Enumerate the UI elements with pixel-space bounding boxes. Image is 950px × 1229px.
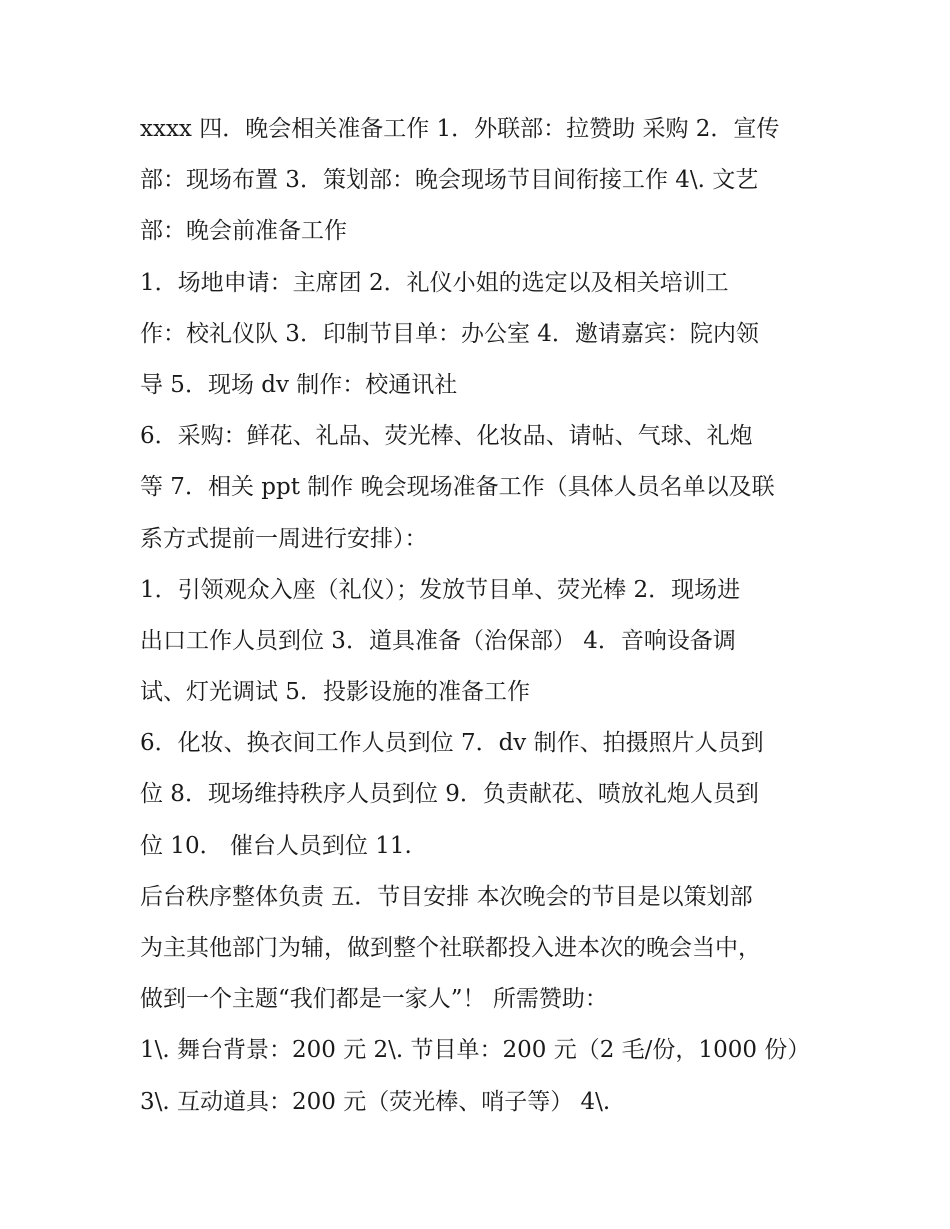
text-line: 等 7．相关 ppt 制作 晚会现场准备工作（具体人员名单以及联 (140, 474, 775, 501)
text-line: 导 5．现场 dv 制作：校通讯社 (140, 371, 458, 398)
text-line: 6．采购：鲜花、礼品、荧光棒、化妆品、请帖、气球、礼炮 (140, 423, 753, 450)
text-line: 6．化妆、换衣间工作人员到位 7．dv 制作、拍摄照片人员到 (140, 730, 764, 757)
text-line: 出口工作人员到位 3．道具准备（治保部） 4．音响设备调 (140, 627, 736, 654)
text-line: 后台秩序整体负责 五．节目安排 本次晚会的节目是以策划部 (140, 883, 753, 910)
text-line: 位 10． 催台人员到位 11. (140, 832, 412, 859)
text-line: 1．引领观众入座（礼仪）；发放节目单、荧光棒 2．现场进 (140, 576, 741, 603)
text-line: 为主其他部门为辅，做到整个社联都投入进本次的晚会当中， (140, 935, 761, 961)
text-line: 位 8．现场维持秩序人员到位 9．负责献花、喷放礼炮人员到 (140, 781, 759, 808)
text-line: 部：晚会前准备工作 (140, 218, 347, 245)
text-line: 系方式提前一周进行安排）： (140, 525, 428, 552)
text-line: 1\. 舞台背景：200 元 2\. 节目单：200 元（2 毛/份，1000 份） (140, 1037, 811, 1064)
text-line: 1．场地申请：主席团 2．礼仪小姐的选定以及相关培训工 (140, 269, 729, 296)
text-line: xxxx 四．晚会相关准备工作 1．外联部：拉赞助 采购 2．宣传 (140, 116, 780, 142)
text-line: 做到一个主题“我们都是一家人”！ 所需赞助： (140, 986, 608, 1013)
text-line: 3\. 互动道具：200 元（荧光棒、哨子等） 4\. (140, 1088, 611, 1115)
text-line: 部：现场布置 3．策划部：晚会现场节目间衔接工作 4\. 文艺 (140, 167, 759, 194)
text-line: 试、灯光调试 5．投影设施的准备工作 (140, 679, 530, 706)
text-line: 作：校礼仪队 3．印制节目单：办公室 4．邀请嘉宾：院内领 (140, 320, 759, 347)
document-body (140, 104, 820, 1128)
